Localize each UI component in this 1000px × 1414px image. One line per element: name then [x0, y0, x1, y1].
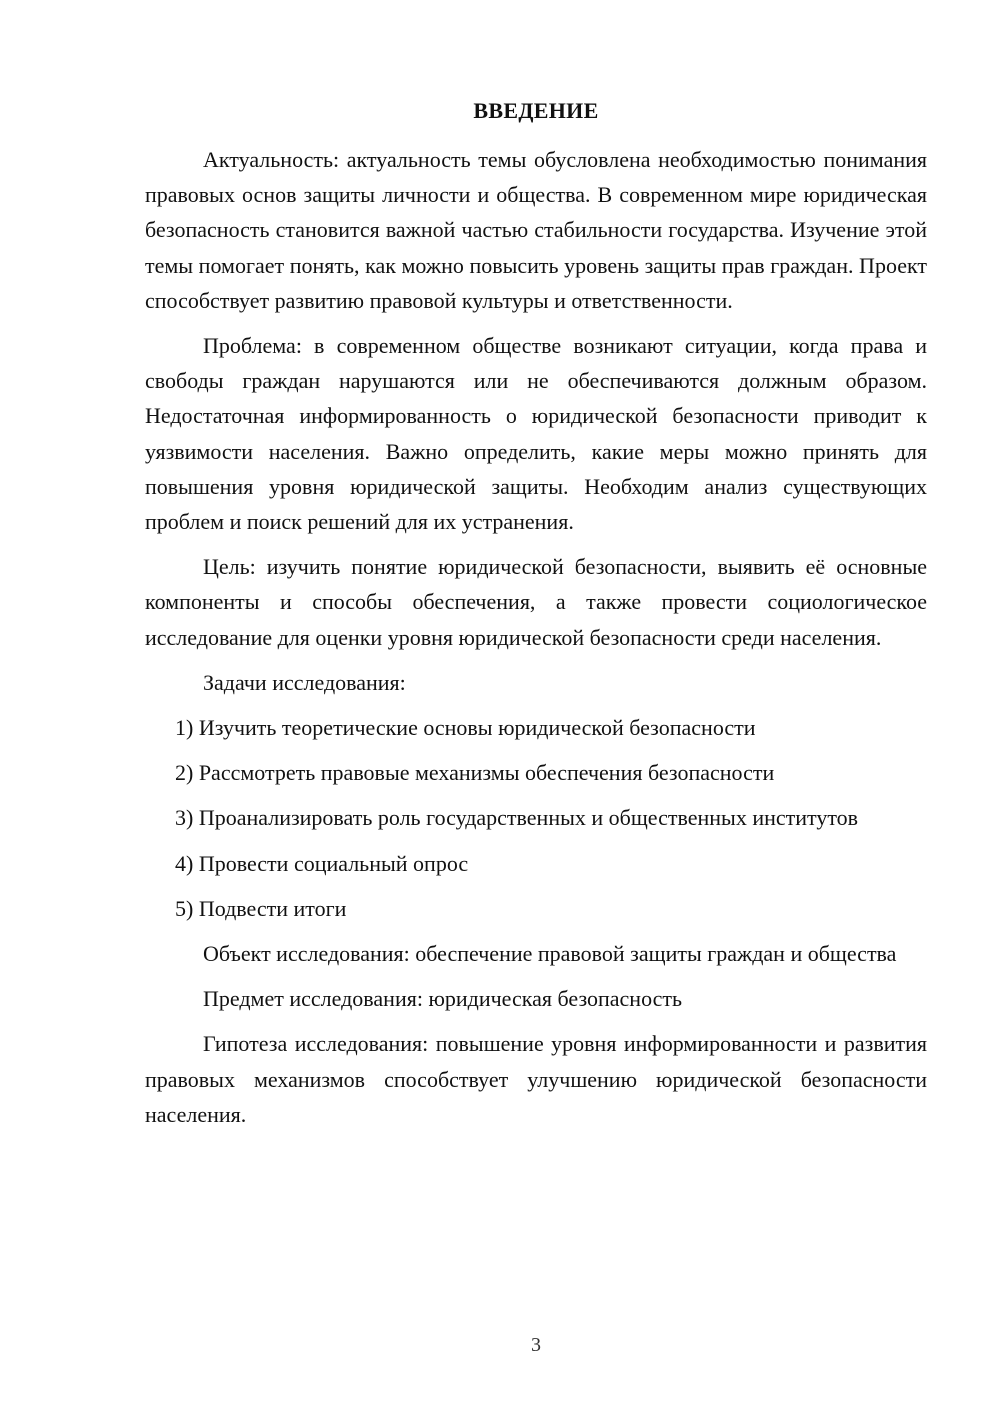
paragraph-goal: Цель: изучить понятие юридической безопасности, выявить её основные компоненты и способы обеспечения, а также провести социологическое исследование для оценки уровня юридической безопасности среди населения. — [145, 554, 927, 650]
task-item-1: 1) Изучить теоретические основы юридической безопасности — [175, 715, 756, 741]
task-item-4: 4) Провести социальный опрос — [175, 850, 469, 876]
task-item-5: 5) Подвести итоги — [175, 895, 347, 921]
paragraph-subject: Предмет исследования: юридическая безопасность — [203, 986, 683, 1012]
task-item-3: 3) Проанализировать роль государственных и общественных институтов — [175, 805, 859, 831]
paragraph-hypothesis: Гипотеза исследования: повышение уровня информированности и развития правовых механизмов способствует улучшению юридической безопасности населения. — [145, 1031, 927, 1127]
task-item-2: 2) Рассмотреть правовые механизмы обеспечения безопасности — [175, 760, 775, 786]
page-number: 3 — [531, 1334, 541, 1356]
document-body — [145, 96, 927, 1142]
paragraph-problem: Проблема: в современном обществе возникают ситуации, когда права и свободы граждан нарушаются или не обеспечиваются должным образом. Недостаточная информированность о юридической безопасности приводит к уязвимости населения. Важно определить, какие меры можно принять для повышения уровня юридической защиты. Необходим анализ существующих проблем и поиск решений для их устранения. — [145, 333, 927, 535]
paragraph-tasks-heading: Задачи исследования: — [203, 669, 406, 695]
paragraph-relevance: Актуальность: актуальность темы обусловлена необходимостью понимания правовых основ защиты личности и общества. В современном мире юридическая безопасность становится важной частью стабильности государства. Изучение этой темы помогает понять, как можно повысить уровень защиты прав граждан. Проект способствует развитию правовой культуры и ответственности. — [145, 147, 927, 313]
page-title: ВВЕДЕНИЕ — [473, 98, 599, 123]
paragraph-object: Объект исследования: обеспечение правовой защиты граждан и общества — [203, 941, 897, 967]
